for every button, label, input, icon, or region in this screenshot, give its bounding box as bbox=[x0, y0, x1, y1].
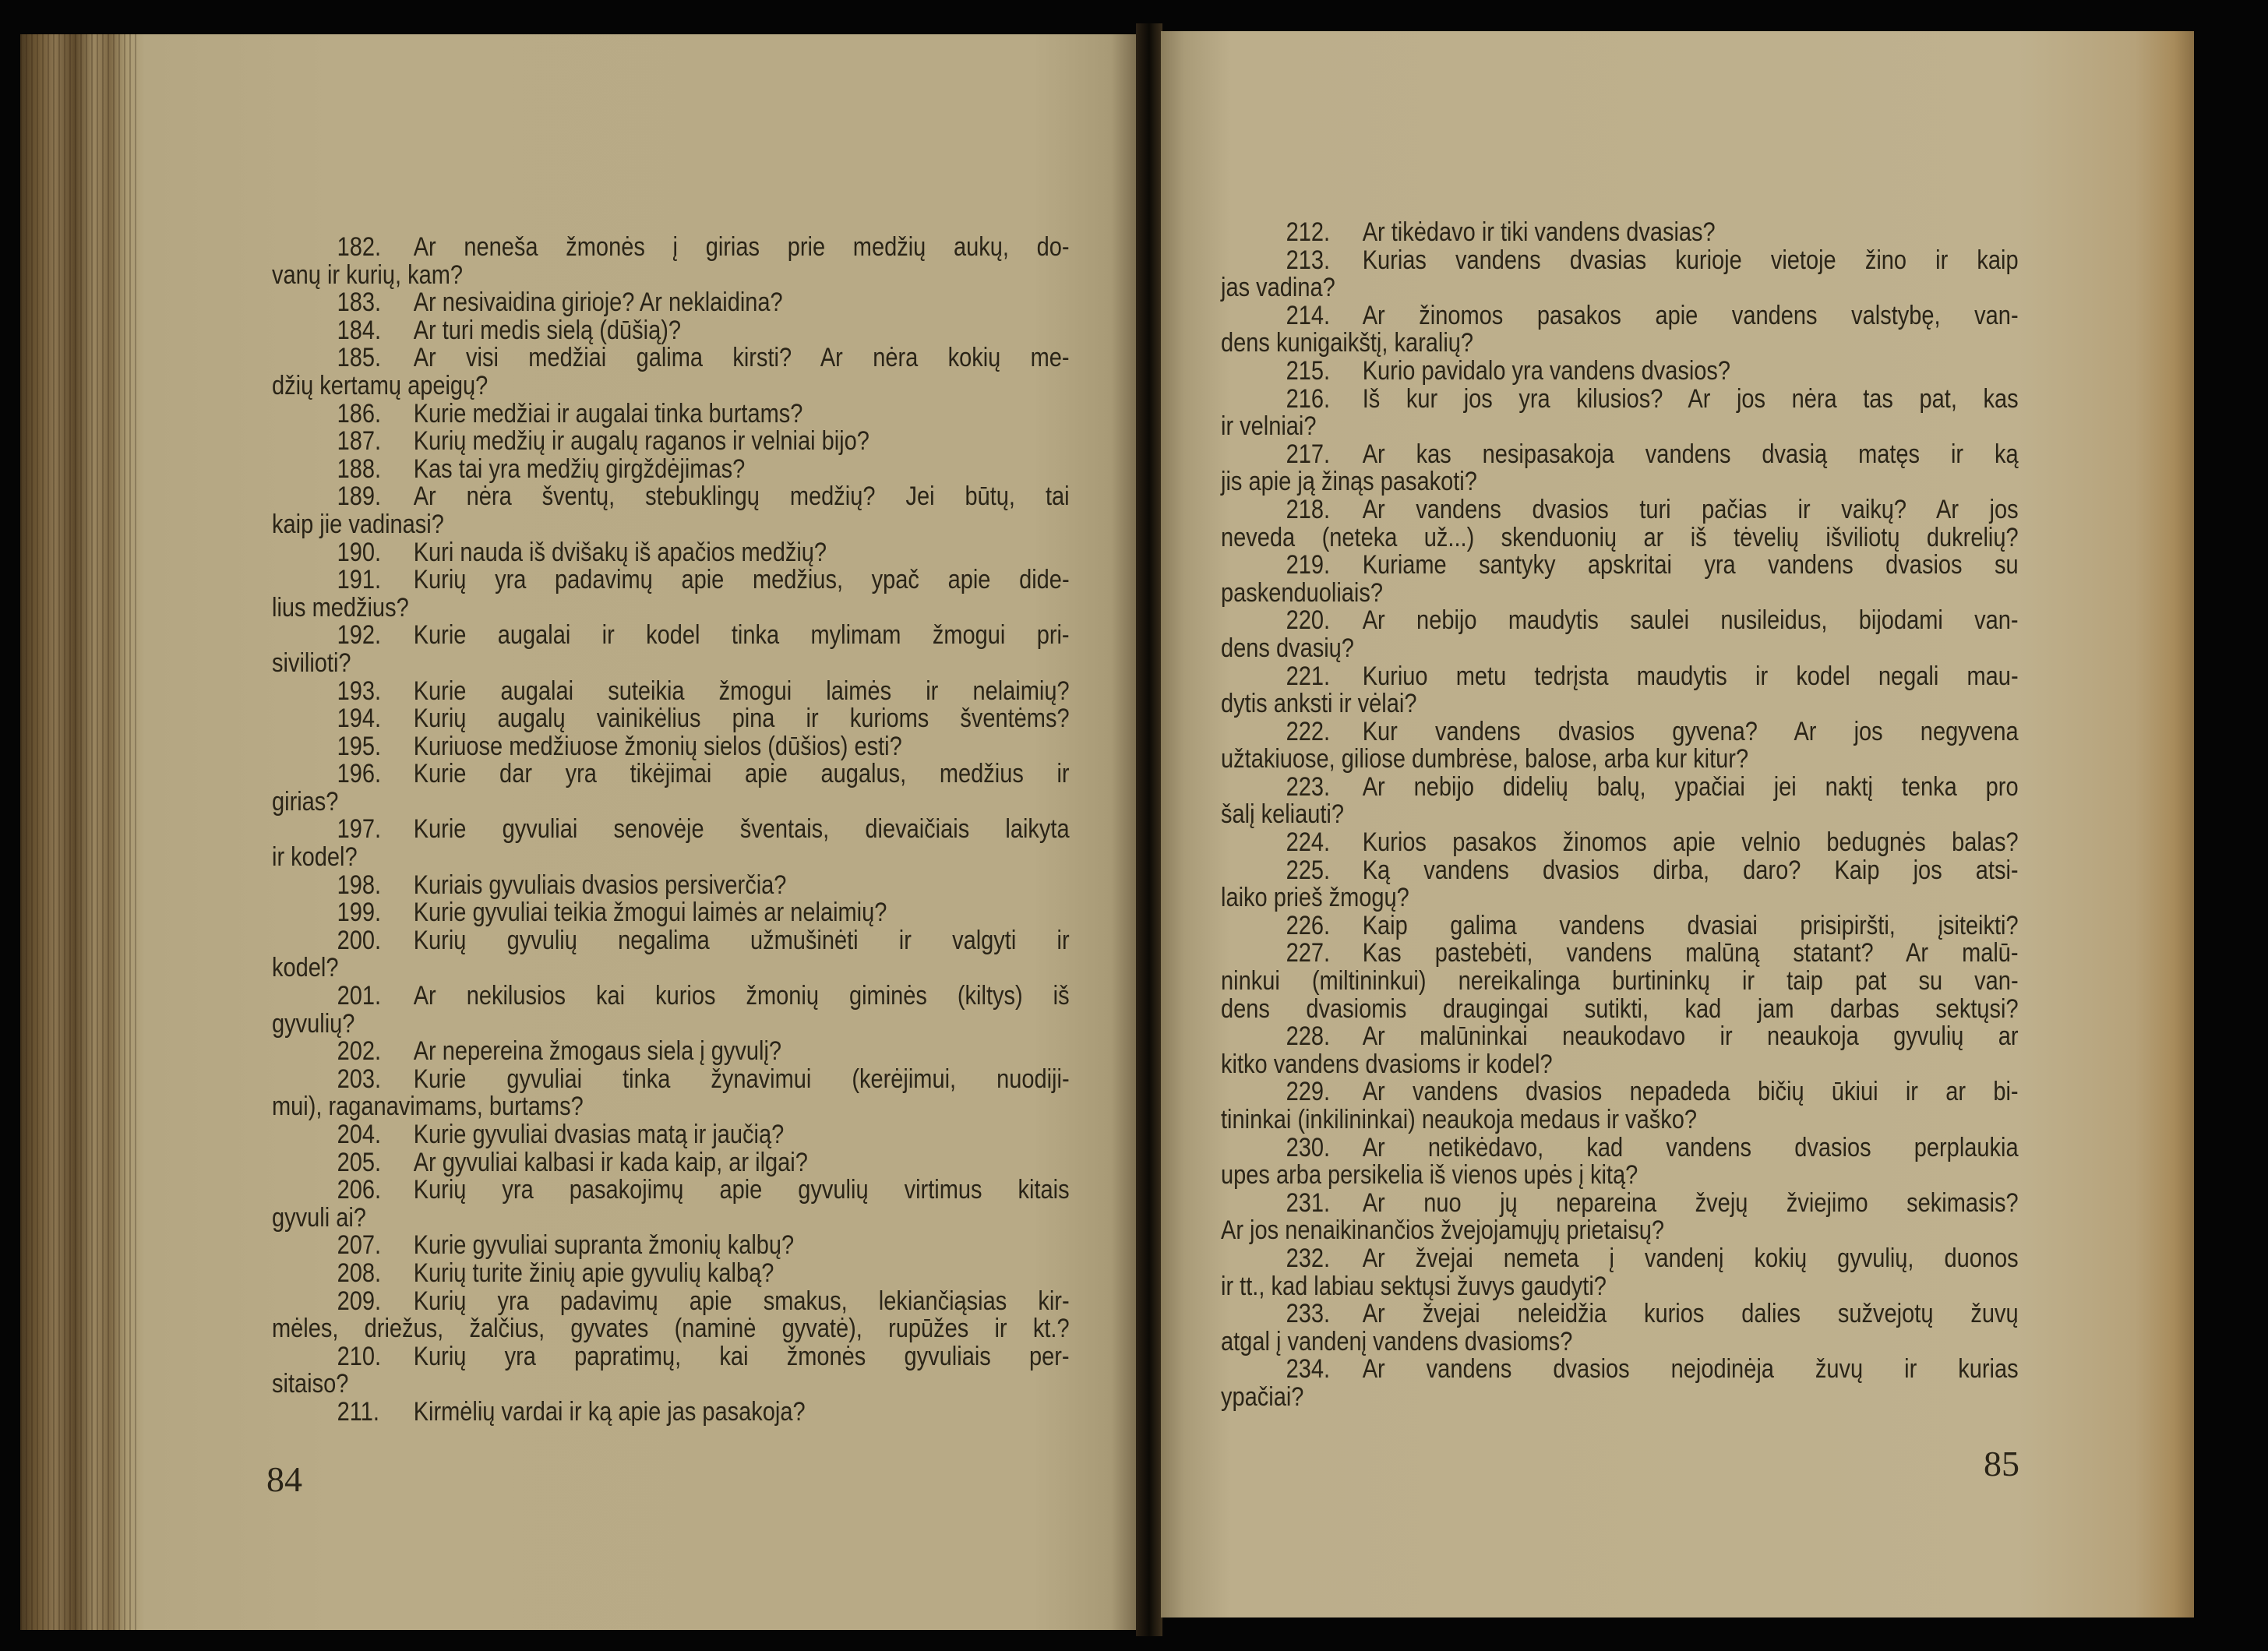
question-number: 208. bbox=[337, 1258, 382, 1288]
question-number: 231. bbox=[1286, 1187, 1331, 1218]
question-text: dytis anksti ir vėlai? bbox=[1221, 689, 1417, 719]
text-line bbox=[272, 954, 1070, 982]
question-item bbox=[272, 760, 1070, 816]
question-item bbox=[272, 289, 1070, 317]
question-item bbox=[272, 927, 1070, 982]
question-item bbox=[1221, 441, 2019, 496]
question-text: vanų ir kurių, kam? bbox=[272, 259, 464, 290]
question-number: 202. bbox=[337, 1036, 382, 1067]
question-number: 189. bbox=[337, 482, 382, 512]
text-line bbox=[1221, 884, 2019, 912]
question-item bbox=[272, 1177, 1070, 1232]
question-item bbox=[272, 539, 1070, 567]
text-line bbox=[1221, 829, 2019, 857]
text-line bbox=[1221, 413, 2019, 441]
question-number: 190. bbox=[337, 537, 382, 567]
page-number-right: 85 bbox=[1984, 1444, 2019, 1483]
question-item bbox=[272, 317, 1070, 345]
question-number: 219. bbox=[1286, 550, 1331, 580]
question-text: Kurios pasakos žinomos apie velnio bedugnės balas? bbox=[1362, 827, 2019, 858]
question-item bbox=[1221, 718, 2019, 774]
text-line bbox=[272, 622, 1070, 650]
text-line bbox=[272, 428, 1070, 456]
question-text: Ar turi medis sielą (dūšią)? bbox=[413, 315, 682, 345]
question-number: 204. bbox=[337, 1120, 382, 1149]
question-item bbox=[272, 1149, 1070, 1177]
text-line bbox=[272, 594, 1070, 623]
question-item bbox=[272, 1038, 1070, 1066]
question-text: Ar malūninkai neaukodavo ir neaukoja gyvulių ar bbox=[1362, 1021, 2019, 1052]
question-text: girias? bbox=[272, 786, 339, 817]
question-item bbox=[1221, 1023, 2019, 1078]
text-line bbox=[1221, 690, 2019, 718]
question-text: Ar nebijo maudytis saulei nusileidus, bijodami van- bbox=[1362, 605, 2019, 636]
question-text: Kurių yra papratimų, kai žmonės gyvuliais per- bbox=[413, 1341, 1070, 1371]
question-text: ypačiai? bbox=[1221, 1381, 1304, 1412]
text-line bbox=[1221, 771, 2019, 802]
question-text: Kurie gyvuliai teikia žmogui laimės ar nelaimių? bbox=[413, 898, 887, 928]
text-line bbox=[272, 453, 1070, 484]
question-item bbox=[1221, 663, 2019, 718]
question-number: 207. bbox=[337, 1230, 382, 1261]
question-text: ir velniai? bbox=[1221, 411, 1317, 442]
question-text: užtakiuose, giliose dumbrėse, balose, arba kur kitur? bbox=[1221, 744, 1749, 774]
text-line bbox=[272, 566, 1070, 594]
question-number: 227. bbox=[1286, 938, 1331, 968]
question-text: džių kertamų apeigų? bbox=[272, 370, 489, 400]
question-text: Kurie augalai ir kodel tinka mylimam žmogui pri- bbox=[413, 620, 1070, 651]
question-number: 185. bbox=[337, 343, 382, 373]
question-text: Ar vandens dvasios turi pačias ir vaikų? Ar jos bbox=[1362, 494, 2019, 524]
question-text: Kurių yra padavimų apie medžius, ypač apie dide- bbox=[413, 565, 1070, 595]
question-text: Ar nebijo didelių balų, ypačiai jei naktį tenka pro bbox=[1362, 771, 2019, 802]
question-number: 221. bbox=[1286, 661, 1331, 691]
question-number: 182. bbox=[337, 232, 382, 262]
question-number: 217. bbox=[1286, 439, 1331, 469]
text-line bbox=[1221, 1134, 2019, 1162]
text-line bbox=[272, 1202, 1070, 1233]
question-text: lius medžius? bbox=[272, 592, 409, 623]
question-text: kaip jie vadinasi? bbox=[272, 509, 444, 539]
question-text: Ar visi medžiai galima kirsti? Ar nėra kokių me- bbox=[413, 343, 1070, 373]
text-line bbox=[272, 1288, 1070, 1316]
question-number: 225. bbox=[1286, 855, 1331, 885]
question-text: tininkai (inkilininkai) neaukoja medaus ir vaško? bbox=[1221, 1105, 1697, 1134]
text-line bbox=[272, 647, 1070, 678]
question-text: šalį keliauti? bbox=[1221, 799, 1344, 830]
question-number: 224. bbox=[1286, 827, 1331, 858]
text-line bbox=[1221, 940, 2019, 968]
question-text: mui), raganavimams, burtams? bbox=[272, 1092, 584, 1122]
question-text: atgal į vandenį vandens dvasioms? bbox=[1221, 1326, 1573, 1356]
text-line bbox=[272, 1038, 1070, 1066]
question-text: mėles, driežus, žalčius, gyvates (naminė gyvatė), rupūžes ir kt.? bbox=[272, 1314, 1070, 1344]
question-item bbox=[272, 453, 1070, 484]
question-number: 191. bbox=[337, 565, 382, 595]
page-number-left: 84 bbox=[266, 1459, 302, 1499]
text-line bbox=[1221, 1328, 2019, 1356]
question-item bbox=[272, 1343, 1070, 1399]
text-line bbox=[1221, 635, 2019, 663]
question-item bbox=[1221, 1300, 2019, 1356]
text-line bbox=[1221, 1245, 2019, 1273]
question-item bbox=[1221, 940, 2019, 1023]
question-text: paskenduoliais? bbox=[1221, 577, 1383, 608]
text-line bbox=[1221, 912, 2019, 940]
question-number: 213. bbox=[1286, 245, 1331, 275]
question-text: Kuri nauda iš dvišakų iš apačios medžių? bbox=[413, 537, 827, 567]
question-item bbox=[1221, 607, 2019, 662]
question-item bbox=[1221, 857, 2019, 912]
question-text: Ar vandens dvasios nepadeda bičių ūkiui ir ar bi- bbox=[1362, 1077, 2019, 1107]
text-line bbox=[1221, 968, 2019, 996]
question-text: Ar žvejai neleidžia kurios dalies sužvejotų žuvų bbox=[1362, 1299, 2019, 1329]
text-line bbox=[272, 1396, 1070, 1427]
question-number: 183. bbox=[337, 288, 382, 318]
question-item bbox=[1221, 1245, 2019, 1300]
question-number: 228. bbox=[1286, 1021, 1331, 1052]
text-line bbox=[272, 1121, 1070, 1149]
question-text: Kurias vandens dvasias kurioje vietoje žino ir kaip bbox=[1362, 245, 2019, 275]
text-line bbox=[1221, 302, 2019, 330]
question-item bbox=[272, 622, 1070, 677]
text-line bbox=[1221, 524, 2019, 552]
text-line bbox=[272, 234, 1070, 262]
question-number: 234. bbox=[1286, 1354, 1331, 1385]
question-text: kodel? bbox=[272, 953, 339, 983]
text-line bbox=[272, 872, 1070, 900]
question-text: Kurių gyvulių negalima užmušinėti ir valgyti ir bbox=[413, 925, 1070, 955]
question-text: Ar netikėdavo, kad vandens dvasios perplaukia bbox=[1362, 1132, 2019, 1162]
text-line bbox=[272, 1177, 1070, 1205]
text-line bbox=[1221, 801, 2019, 829]
text-line bbox=[1221, 718, 2019, 746]
text-line bbox=[1221, 993, 2019, 1024]
text-line bbox=[1221, 247, 2019, 275]
text-line bbox=[1221, 746, 2019, 774]
text-line bbox=[272, 259, 1070, 290]
question-text: Kurie gyvuliai tinka žynavimui (kerėjimui, nuodiji- bbox=[413, 1064, 1070, 1094]
text-line bbox=[1221, 274, 2019, 302]
question-text: gyvulių? bbox=[272, 1008, 355, 1039]
text-line bbox=[272, 1093, 1070, 1121]
question-number: 223. bbox=[1286, 771, 1331, 802]
question-item bbox=[1221, 1078, 2019, 1134]
text-line bbox=[272, 1232, 1070, 1260]
question-text: ir tt., kad labiau sektųsi žuvys gaudyti? bbox=[1221, 1271, 1607, 1301]
question-item bbox=[272, 1066, 1070, 1121]
text-line bbox=[1221, 1051, 2019, 1079]
question-item bbox=[1221, 302, 2019, 358]
text-line bbox=[1221, 1356, 2019, 1384]
question-text: Kurie medžiai ir augalai tinka burtams? bbox=[413, 398, 803, 429]
question-number: 222. bbox=[1286, 716, 1331, 746]
question-number: 216. bbox=[1286, 383, 1331, 414]
question-text: Kuriame santyky apskritai yra vandens dvasios su bbox=[1362, 550, 2019, 580]
question-number: 199. bbox=[337, 898, 382, 928]
question-item bbox=[272, 1121, 1070, 1149]
question-text: Kas tai yra medžių girgždėjimas? bbox=[413, 453, 746, 484]
question-text: Kuriuose medžiuose žmonių sielos (dūšios) esti? bbox=[413, 731, 902, 761]
question-text: Kur vandens dvasios gyvena? Ar jos negyvena bbox=[1362, 716, 2019, 746]
text-line bbox=[1221, 355, 2019, 386]
text-line bbox=[272, 1260, 1070, 1288]
question-number: 226. bbox=[1286, 910, 1331, 940]
question-text: Kurių medžių ir augalų raganos ir velniai bijo? bbox=[413, 426, 869, 457]
text-line bbox=[1221, 1217, 2019, 1245]
text-line bbox=[272, 899, 1070, 927]
question-number: 218. bbox=[1286, 494, 1331, 524]
question-text: neveda (neteka už...) skenduonių ar iš tėvelių išviliotų dukrelių? bbox=[1221, 522, 2019, 552]
question-number: 220. bbox=[1286, 605, 1331, 636]
text-line bbox=[1221, 219, 2019, 247]
text-line bbox=[1221, 857, 2019, 885]
text-line bbox=[272, 344, 1070, 372]
question-number: 233. bbox=[1286, 1299, 1331, 1329]
question-text: Ar nekilusios kai kurios žmonių giminės (kiltys) iš bbox=[413, 981, 1070, 1011]
question-text: Ar žinomos pasakos apie vandens valstybę, van- bbox=[1362, 300, 2019, 330]
text-line bbox=[1221, 577, 2019, 608]
question-text: sitaiso? bbox=[272, 1369, 349, 1399]
question-number: 195. bbox=[337, 731, 382, 761]
text-line bbox=[272, 317, 1070, 345]
question-number: 200. bbox=[337, 925, 382, 955]
text-line bbox=[272, 1371, 1070, 1399]
question-text: dens kunigaikštį, karalių? bbox=[1221, 328, 1474, 358]
text-line bbox=[272, 400, 1070, 429]
question-item bbox=[1221, 912, 2019, 940]
right-page-questions bbox=[1221, 219, 2019, 1412]
question-text: jis apie ją žinąs pasakoti? bbox=[1221, 467, 1477, 497]
text-line bbox=[1221, 1300, 2019, 1328]
question-number: 210. bbox=[337, 1341, 382, 1371]
question-text: jas vadina? bbox=[1221, 273, 1335, 303]
question-text: ir kodel? bbox=[272, 842, 358, 873]
text-line bbox=[1221, 1078, 2019, 1106]
text-line bbox=[272, 982, 1070, 1011]
question-item bbox=[1221, 1187, 2019, 1246]
question-number: 184. bbox=[337, 315, 382, 345]
question-item bbox=[272, 1396, 1070, 1427]
question-number: 206. bbox=[337, 1175, 382, 1205]
question-text: Kurių yra padavimų apie smakus, lekiančiąsias kir- bbox=[413, 1286, 1070, 1316]
question-number: 232. bbox=[1286, 1243, 1331, 1273]
question-item bbox=[272, 483, 1070, 538]
text-line bbox=[272, 1315, 1070, 1343]
question-number: 230. bbox=[1286, 1132, 1331, 1162]
question-number: 188. bbox=[337, 453, 382, 484]
question-item bbox=[1221, 771, 2019, 830]
question-text: Kaip galima vandens dvasiai prisipiršti, įsiteikti? bbox=[1362, 910, 2019, 940]
question-number: 215. bbox=[1286, 355, 1331, 386]
question-item bbox=[272, 816, 1070, 871]
question-item bbox=[1221, 496, 2019, 552]
question-item bbox=[272, 733, 1070, 761]
text-line bbox=[272, 1343, 1070, 1371]
question-number: 197. bbox=[337, 814, 382, 845]
question-text: Kurie dar yra tikėjimai apie augalus, medžius ir bbox=[413, 759, 1070, 789]
question-item bbox=[272, 705, 1070, 733]
question-text: dens dvasių? bbox=[1221, 633, 1354, 663]
question-number: 212. bbox=[1286, 217, 1331, 247]
text-line bbox=[272, 844, 1070, 872]
question-text: Ar nėra šventų, stebuklingų medžių? Jei būtų, tai bbox=[413, 482, 1070, 512]
question-text: Ar vandens dvasios nejodinėja žuvų ir kurias bbox=[1362, 1354, 2019, 1385]
question-item bbox=[272, 400, 1070, 429]
question-text: Kas pastebėti, vandens malūną statant? Ar malū- bbox=[1362, 938, 2019, 968]
book-gutter bbox=[1136, 23, 1162, 1636]
question-item bbox=[1221, 247, 2019, 302]
question-number: 194. bbox=[337, 704, 382, 734]
question-item bbox=[1221, 1134, 2019, 1190]
question-item bbox=[272, 899, 1070, 927]
question-item bbox=[272, 234, 1070, 289]
question-text: laiko prieš žmogų? bbox=[1221, 883, 1409, 913]
text-line bbox=[1221, 330, 2019, 358]
question-text: Ar žvejai nemeta į vandenį kokių gyvulių, duonos bbox=[1362, 1243, 2019, 1273]
question-item bbox=[1221, 219, 2019, 247]
text-line bbox=[272, 1008, 1070, 1039]
text-line bbox=[1221, 663, 2019, 691]
text-line bbox=[272, 372, 1070, 400]
question-item bbox=[272, 1260, 1070, 1288]
question-item bbox=[272, 678, 1070, 706]
question-number: 229. bbox=[1286, 1077, 1331, 1107]
question-text: Kurių turite žinių apie gyvulių kalbą? bbox=[413, 1258, 774, 1288]
question-item bbox=[1221, 829, 2019, 857]
text-line bbox=[272, 1066, 1070, 1094]
question-text: Ar kas nesipasakoja vandens dvasią matęs ir ką bbox=[1362, 439, 2019, 469]
text-line bbox=[1221, 552, 2019, 580]
text-line bbox=[1221, 383, 2019, 414]
text-line bbox=[1221, 441, 2019, 469]
question-item bbox=[272, 428, 1070, 456]
text-line bbox=[272, 539, 1070, 567]
question-text: Kurie gyvuliai supranta žmonių kalbų? bbox=[413, 1230, 795, 1261]
question-number: 201. bbox=[337, 981, 382, 1011]
text-line bbox=[272, 816, 1070, 844]
question-text: sivilioti? bbox=[272, 647, 351, 678]
question-text: Ar gyvuliai kalbasi ir kada kaip, ar ilgai? bbox=[413, 1147, 808, 1177]
question-number: 203. bbox=[337, 1064, 382, 1094]
question-item bbox=[272, 1288, 1070, 1343]
question-text: gyvuli ai? bbox=[272, 1202, 366, 1233]
question-item bbox=[1221, 355, 2019, 386]
question-number: 192. bbox=[337, 620, 382, 651]
text-line bbox=[1221, 1381, 2019, 1412]
question-text: Kurie gyvuliai dvasias matą ir jaučią? bbox=[413, 1120, 785, 1149]
question-item bbox=[272, 566, 1070, 622]
text-line bbox=[272, 733, 1070, 761]
question-text: Ar nuo jų nepareina žvejų žviejimo sekimasis? bbox=[1362, 1187, 2019, 1218]
question-number: 211. bbox=[337, 1396, 379, 1427]
text-line bbox=[1221, 1162, 2019, 1190]
question-text: Ar jos nenaikinančios žvejojamųjų prietaisų? bbox=[1221, 1215, 1665, 1246]
question-text: Iš kur jos yra kilusios? Ar jos nėra tas pat, kas bbox=[1362, 383, 2019, 414]
text-line bbox=[1221, 1187, 2019, 1218]
text-line bbox=[1221, 1023, 2019, 1051]
text-line bbox=[272, 760, 1070, 788]
question-number: 198. bbox=[337, 870, 382, 900]
question-text: Kuriais gyvuliais dvasios persiverčia? bbox=[413, 870, 787, 900]
text-line bbox=[272, 511, 1070, 539]
question-number: 214. bbox=[1286, 300, 1331, 330]
question-number: 209. bbox=[337, 1286, 382, 1316]
question-number: 186. bbox=[337, 398, 382, 429]
text-line bbox=[1221, 1106, 2019, 1134]
question-text: Kurie gyvuliai senovėje šventais, dievaičiais laikyta bbox=[413, 814, 1070, 845]
question-text: Kurie augalai suteikia žmogui laimės ir nelaimių? bbox=[413, 676, 1070, 706]
question-text: Ką vandens dvasios dirba, daro? Kaip jos atsi- bbox=[1362, 855, 2019, 885]
question-item bbox=[1221, 1356, 2019, 1411]
question-number: 205. bbox=[337, 1147, 382, 1177]
question-text: Kurių augalų vainikėlius pina ir kurioms šventėms? bbox=[413, 704, 1070, 734]
question-text: Kuriuo metu tedrįsta maudytis ir kodel negali mau- bbox=[1362, 661, 2019, 691]
question-text: Ar neneša žmonės į girias prie medžių aukų, do- bbox=[413, 232, 1070, 262]
text-line bbox=[272, 678, 1070, 706]
question-text: kitko vandens dvasioms ir kodel? bbox=[1221, 1049, 1553, 1079]
text-line bbox=[272, 483, 1070, 511]
text-line bbox=[272, 289, 1070, 317]
question-text: ninkui (miltininkui) nereikalinga burtininkų ir taip pat su van- bbox=[1221, 966, 2019, 997]
text-line bbox=[1221, 1273, 2019, 1301]
text-line bbox=[1221, 496, 2019, 524]
question-number: 196. bbox=[337, 759, 382, 789]
text-line bbox=[1221, 468, 2019, 496]
question-item bbox=[1221, 383, 2019, 442]
question-text: Ar nesivaidina girioje? Ar neklaidina? bbox=[413, 288, 783, 318]
question-text: Kirmėlių vardai ir ką apie jas pasakoja? bbox=[413, 1396, 806, 1427]
text-line bbox=[272, 1149, 1070, 1177]
question-item bbox=[1221, 552, 2019, 607]
question-item bbox=[272, 1232, 1070, 1260]
question-text: dens dvasiomis draugingai sutikti, kad jam darbas sektųsi? bbox=[1221, 993, 2019, 1024]
text-line bbox=[272, 788, 1070, 817]
question-item bbox=[272, 344, 1070, 400]
question-item bbox=[272, 872, 1070, 900]
left-page-questions bbox=[272, 234, 1070, 1427]
question-text: Kurių yra pasakojimų apie gyvulių virtimus kitais bbox=[413, 1175, 1070, 1205]
text-line bbox=[272, 705, 1070, 733]
question-text: Ar tikėdavo ir tiki vandens dvasias? bbox=[1362, 217, 1716, 247]
question-item bbox=[272, 982, 1070, 1038]
text-line bbox=[1221, 607, 2019, 635]
question-text: upes arba persikelia iš vienos upės į kitą? bbox=[1221, 1160, 1638, 1191]
question-text: Kurio pavidalo yra vandens dvasios? bbox=[1362, 355, 1731, 386]
question-number: 193. bbox=[337, 676, 382, 706]
question-text: Ar nepereina žmogaus siela į gyvulį? bbox=[413, 1036, 782, 1067]
text-line bbox=[272, 927, 1070, 955]
question-number: 187. bbox=[337, 426, 382, 457]
